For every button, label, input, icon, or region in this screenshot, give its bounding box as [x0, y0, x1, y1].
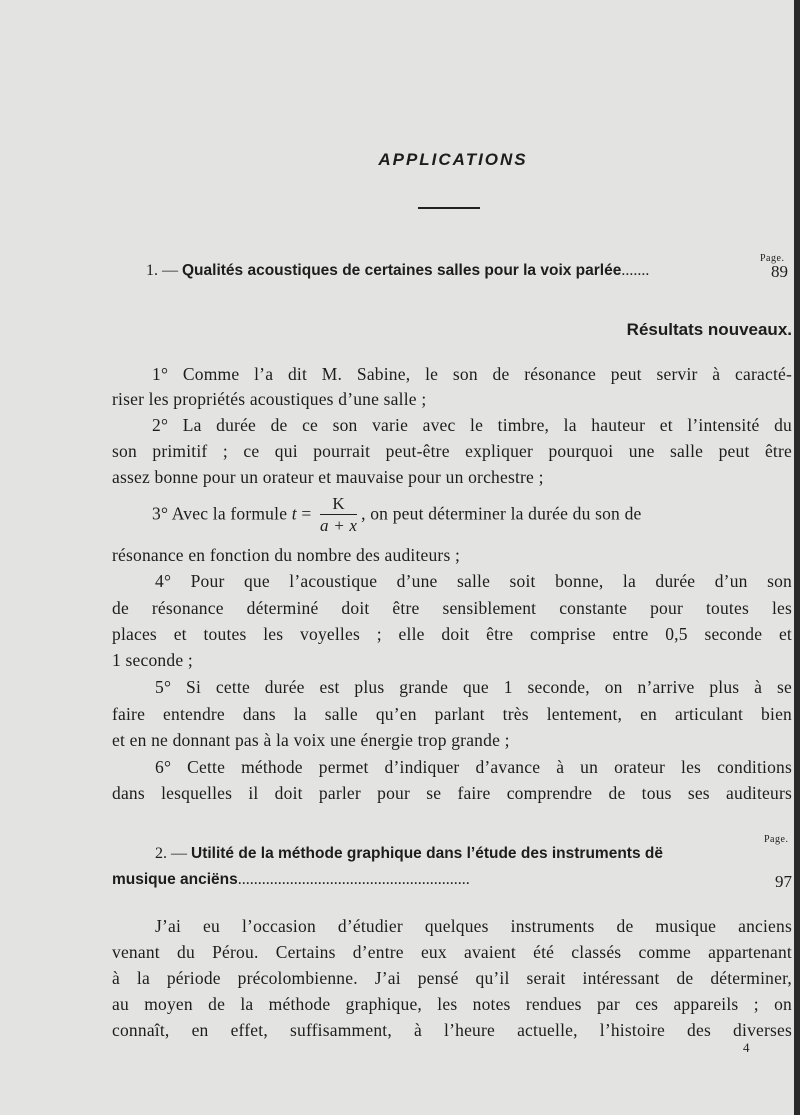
toc-leaders: .......................................................... [237, 871, 470, 888]
text-line: 1 seconde ; [112, 650, 193, 670]
text-line: connaît, en effet, suffisamment, à l’heure actuelle, l’histoire des diverses [112, 1020, 792, 1040]
title-rule [418, 207, 480, 209]
toc-entry-title: Qualités acoustiques de certaines salles pour la voix parlée [182, 262, 622, 279]
text-line: places et toutes les voyelles ; elle doit être comprise entre 0,5 seconde et [112, 624, 792, 644]
text-line: 2° La durée de ce son varie avec le timbre, la hauteur et l’intensité du [152, 415, 792, 435]
page-title: APPLICATIONS [378, 150, 528, 169]
text-line: 4° Pour que l’acoustique d’une salle soit bonne, la durée d’un son [155, 571, 792, 591]
text-line: à la période précolombienne. J’ai pensé qu’il serait intéressant de déterminer, [112, 968, 792, 988]
toc-page-number: 97 [775, 872, 792, 891]
formula-denominator: a + x [320, 516, 358, 535]
text-line: résonance en fonction du nombre des auditeurs ; [112, 545, 461, 565]
toc-entry-title: Utilité de la méthode graphique dans l’étude des instruments dë [191, 845, 663, 862]
toc-entry-2 [155, 845, 663, 863]
formula-fraction [320, 494, 357, 537]
text-line: et en ne donnant pas à la voix une énergie trop grande ; [112, 730, 510, 750]
text-line: de résonance déterminé doit être sensiblement constante pour toutes les [112, 598, 792, 618]
section-subheading: Résultats nouveaux. [626, 320, 792, 339]
toc-entry-1 [146, 262, 649, 280]
text-line: 1° Comme l’a dit M. Sabine, le son de résonance peut servir à caracté- [152, 364, 792, 384]
formula-variable: t [291, 503, 297, 524]
text-line: 5° Si cette durée est plus grande que 1 seconde, on n’arrive plus à se [155, 677, 792, 697]
formula-continuation: , on peut déterminer la durée du son de [361, 503, 642, 524]
text-line: assez bonne pour un orateur et mauvaise pour un orchestre ; [112, 467, 544, 487]
toc-entry-title-continued: musique anciëns [112, 871, 238, 888]
text-line: 6° Cette méthode permet d’indiquer d’avance à un orateur les conditions [155, 757, 792, 777]
text-line: riser les propriétés acoustiques d’une salle ; [112, 389, 427, 409]
formula-line [152, 494, 792, 537]
page-folio-number: 4 [743, 1040, 750, 1055]
text-line: dans lesquelles il doit parler pour se faire comprendre de tous ses auditeurs [112, 783, 792, 803]
toc-entry-2-continued [112, 871, 470, 889]
formula-numerator: K [320, 494, 357, 515]
text-line: J’ai eu l’occasion d’étudier quelques instruments de musique anciens [155, 916, 792, 936]
text-line: au moyen de la méthode graphique, les notes rendues par ces appareils ; on [112, 994, 792, 1014]
text-line: son primitif ; ce qui pourrait peut-être expliquer pourquoi une salle peut être [112, 441, 792, 461]
formula-intro: 3° Avec la formule [152, 503, 288, 524]
toc-page-number: 89 [771, 262, 788, 281]
toc-leaders: ....... [621, 262, 650, 279]
toc-entry-number: 1. — [146, 262, 178, 279]
toc-entry-number: 2. — [155, 845, 187, 862]
toc-page-label: Page. [764, 834, 789, 845]
toc-page-label: Page. [760, 253, 785, 264]
text-line: venant du Pérou. Certains d’entre eux avaient été classés comme appartenant [112, 942, 792, 962]
formula-equals: = [301, 503, 312, 524]
text-line: faire entendre dans la salle qu’en parlant très lentement, en articulant bien [112, 704, 792, 724]
